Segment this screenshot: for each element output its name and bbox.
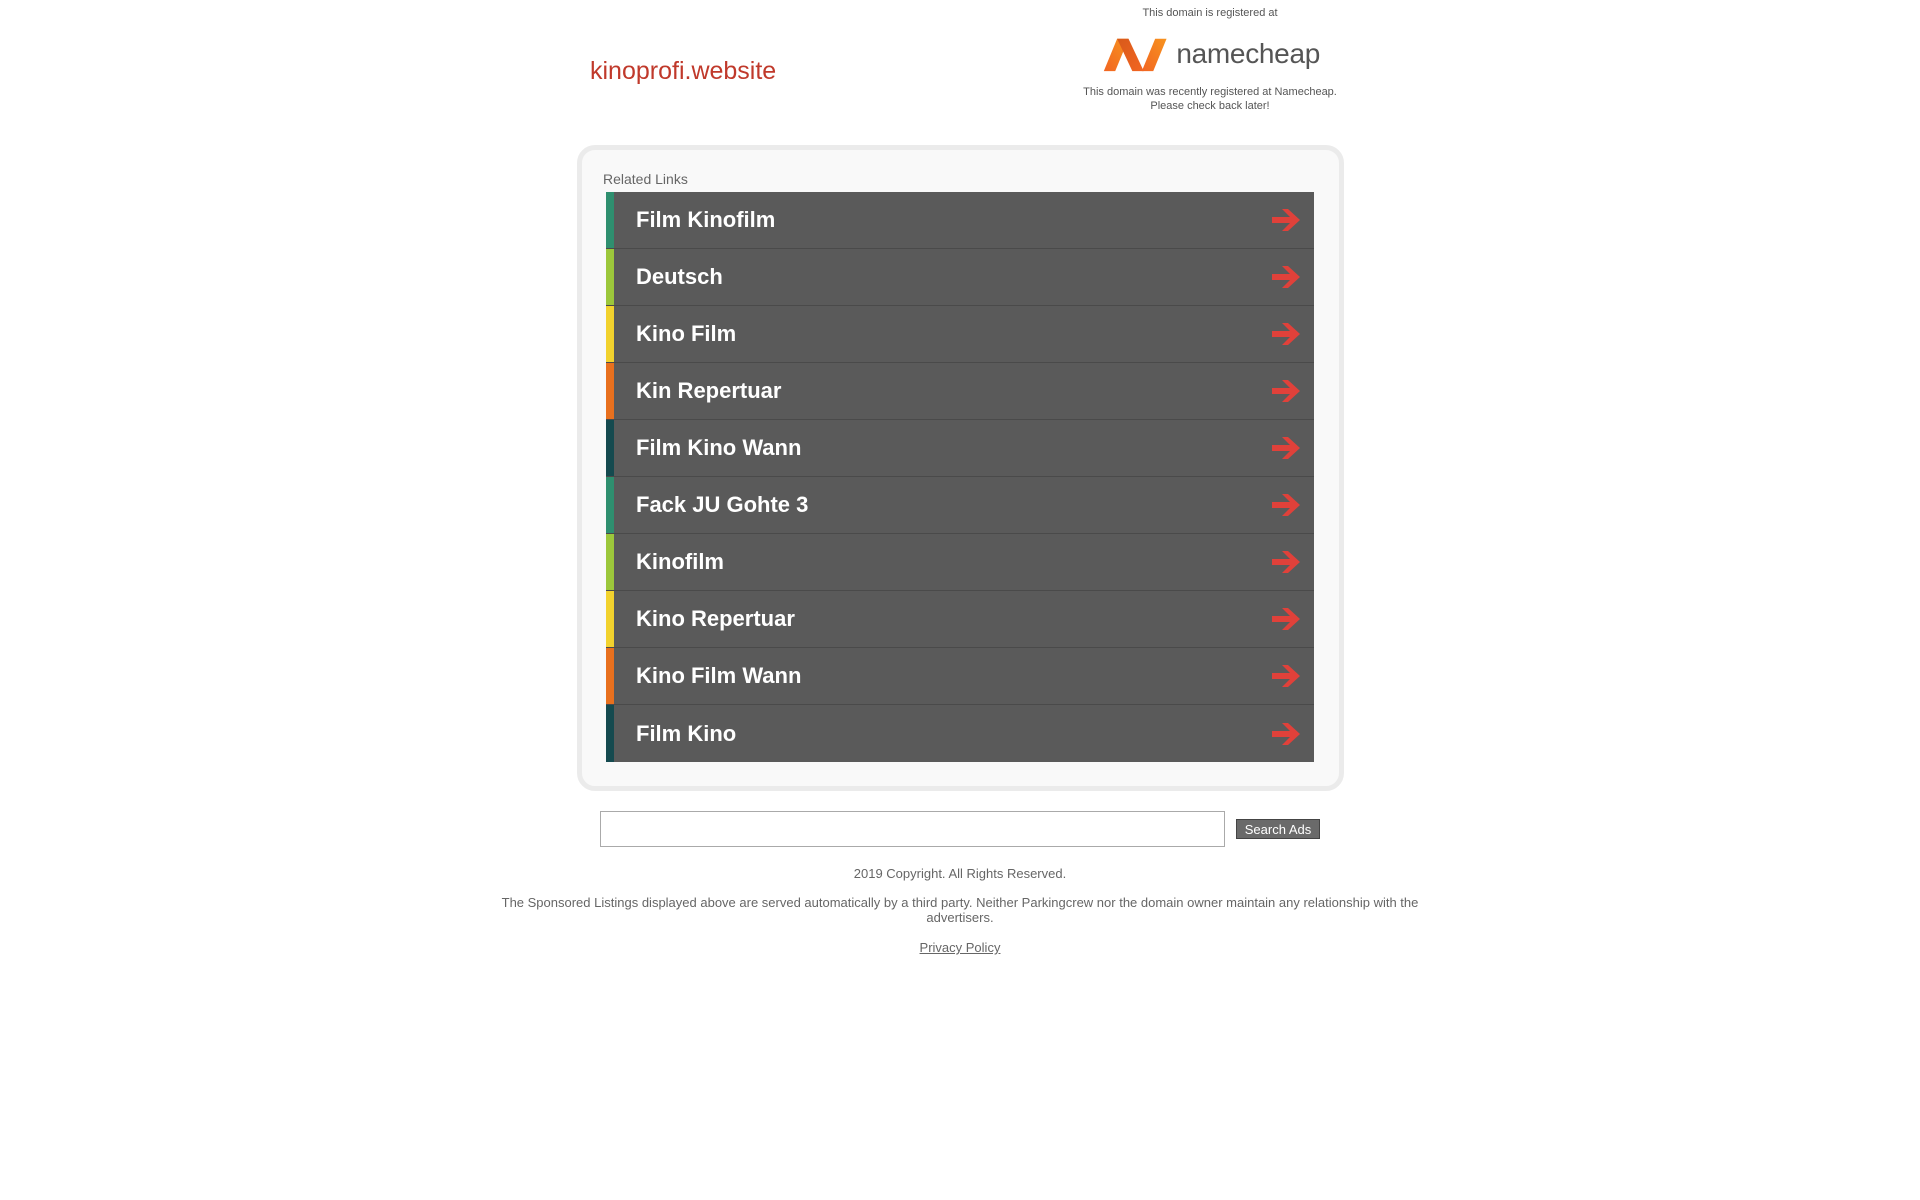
copyright-text: 2019 Copyright. All Rights Reserved. — [853, 866, 1067, 881]
arrow-right-icon — [1270, 661, 1304, 691]
namecheap-wordmark: namecheap — [1176, 38, 1320, 69]
related-link-row[interactable] — [606, 534, 1314, 591]
related-link-label: Kino Film Wann — [636, 663, 802, 688]
registrar-message-line2: Please check back later! — [1150, 100, 1270, 112]
namecheap-logo[interactable] — [1100, 33, 1320, 75]
related-link-row[interactable] — [606, 648, 1314, 705]
link-color-stripe — [606, 648, 614, 704]
arrow-right-icon — [1270, 319, 1304, 349]
link-color-stripe — [606, 306, 614, 362]
registrar-message — [1060, 85, 1360, 113]
related-link-label: Fack JU Gohte 3 — [636, 492, 809, 517]
related-link-label: Deutsch — [636, 264, 723, 289]
arrow-right-icon — [1270, 604, 1304, 634]
related-link-label: Film Kino Wann — [636, 435, 802, 460]
arrow-right-icon — [1270, 547, 1304, 577]
related-link-label: Kin Repertuar — [636, 378, 782, 403]
header — [0, 0, 1920, 140]
related-link-row[interactable] — [606, 705, 1314, 762]
link-color-stripe — [606, 534, 614, 590]
related-link-label: Kinofilm — [636, 549, 724, 574]
link-color-stripe — [606, 705, 614, 762]
related-link-row[interactable] — [606, 249, 1314, 306]
related-links-box — [577, 145, 1344, 791]
related-link-label: Kino Repertuar — [636, 606, 795, 631]
related-link-label: Film Kinofilm — [636, 207, 776, 232]
disclaimer-text: The Sponsored Listings displayed above are served automatically by a third party. Neither Parkingcrew nor the domain owner maintain any relationship with the advertisers. — [501, 895, 1419, 925]
arrow-right-icon — [1270, 490, 1304, 520]
related-link-row[interactable] — [606, 591, 1314, 648]
search-area — [600, 811, 1322, 847]
link-color-stripe — [606, 477, 614, 533]
link-color-stripe — [606, 591, 614, 647]
domain-title: kinoprofi.website — [590, 57, 777, 85]
related-link-row[interactable] — [606, 306, 1314, 363]
link-color-stripe — [606, 363, 614, 419]
link-color-stripe — [606, 192, 614, 248]
related-link-row[interactable] — [606, 420, 1314, 477]
registrar-intro: This domain is registered at — [1142, 7, 1278, 19]
link-color-stripe — [606, 420, 614, 476]
arrow-right-icon — [1270, 262, 1304, 292]
related-link-row[interactable] — [606, 477, 1314, 534]
related-links-list — [606, 192, 1314, 762]
registrar-panel — [1060, 0, 1360, 113]
arrow-right-icon — [1270, 376, 1304, 406]
related-link-label: Film Kino — [636, 720, 737, 746]
registrar-message-line1: This domain was recently registered at Namecheap. — [1083, 86, 1337, 98]
related-links-title: Related Links — [603, 171, 688, 187]
search-input[interactable] — [600, 811, 1225, 847]
namecheap-n-icon — [1100, 34, 1170, 74]
link-color-stripe — [606, 249, 614, 305]
privacy-policy-link[interactable]: Privacy Policy — [919, 940, 1001, 955]
footer — [490, 866, 1430, 955]
related-link-label: Kino Film — [636, 321, 737, 346]
arrow-right-icon — [1270, 433, 1304, 463]
arrow-right-icon — [1270, 205, 1304, 235]
related-link-row[interactable] — [606, 192, 1314, 249]
arrow-right-icon — [1270, 719, 1304, 749]
related-link-row[interactable] — [606, 363, 1314, 420]
search-ads-button[interactable]: Search Ads — [1236, 819, 1320, 839]
